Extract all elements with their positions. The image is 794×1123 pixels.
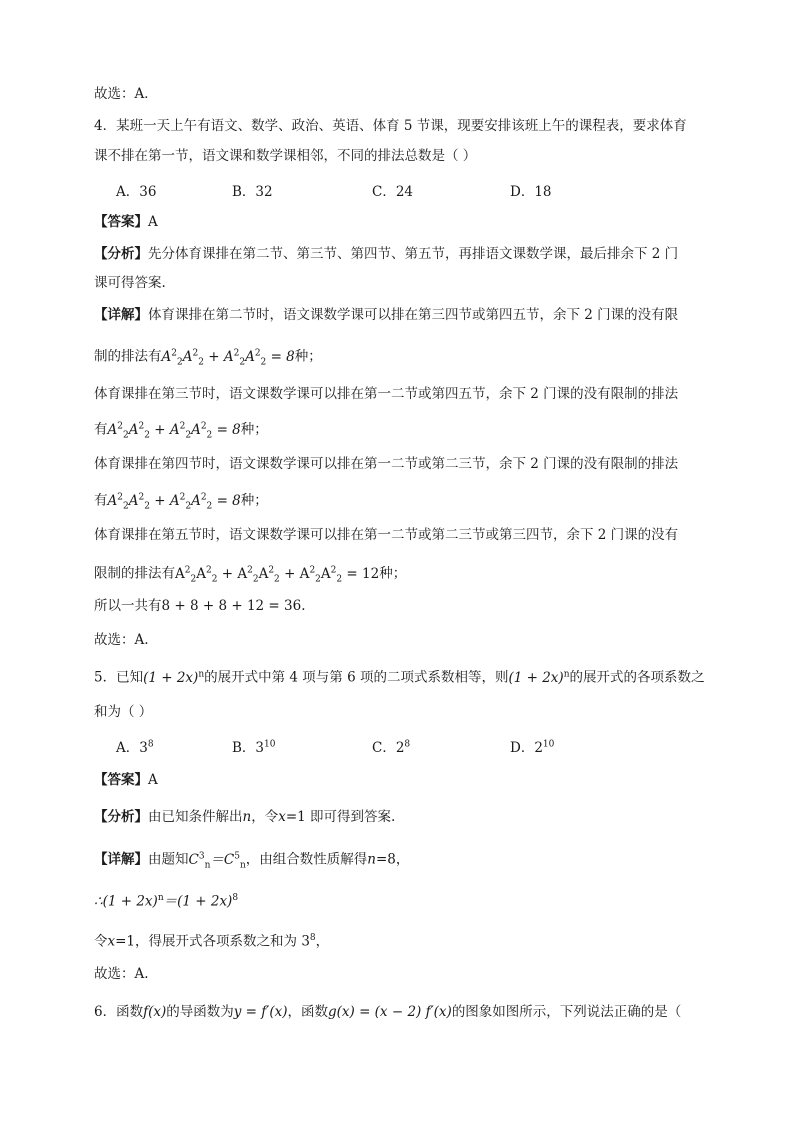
sum-formula: 8 + 8 + 8 + 12 = 36: [161, 598, 302, 614]
var-x: x: [278, 809, 286, 825]
option-exp: 10: [542, 739, 555, 750]
text-run: ，: [315, 933, 330, 950]
formula-part: ∴(1 + 2x): [94, 893, 158, 910]
option-text: B．3: [232, 740, 265, 756]
answer-value: A: [148, 214, 158, 230]
formula: f(x): [143, 1004, 167, 1020]
detail-tag: 【详解】: [94, 307, 148, 323]
q4-detail-formula-2: [94, 416, 268, 445]
text-run: ，函数: [287, 1004, 328, 1020]
text-run: 种；: [379, 565, 407, 582]
q4-detail-case-4: 体育课排在第四节时，语文课数学课可以排在第一二节或第二三节，余下 2 门课的没有限制的排法: [94, 456, 679, 472]
text-run: 令: [94, 933, 108, 950]
text-run: 的展开式的各项系数之: [569, 669, 705, 686]
detail-text: 体育课排在第二节时，语文课数学课可以排在第三四节或第四五节，余下 2 门课的没有限: [148, 307, 679, 323]
q4-option-b: B．32: [232, 184, 273, 200]
q4-analysis-cont: 课可得答案.: [94, 275, 166, 291]
option-exp: 8: [147, 739, 154, 750]
q5-answer: [94, 770, 158, 790]
q4-option-c: C．24: [372, 184, 414, 200]
text-run: 的导函数为: [166, 1004, 234, 1020]
formula: y = f′(x): [233, 1004, 288, 1020]
text-run: 的图象如图所示，下列说法正确的是（: [451, 1004, 682, 1020]
text-run: 所以一共有: [94, 598, 162, 614]
question-4-stem-cont: 课不排在第一节，语文课和数学课相邻，不同的排法总数是（ ）: [94, 148, 477, 164]
text-run: =8，: [375, 851, 410, 868]
text-run: 种；: [240, 421, 268, 438]
question-6-stem: [94, 1002, 681, 1022]
question-4-stem: 4．某班一天上午有语文、数学、政治、英语、体育 5 节课，现要安排该班上午的课程表，要求体育: [94, 118, 687, 134]
option-text: D．2: [510, 740, 543, 756]
text-run: 由题知: [148, 851, 189, 868]
analysis-tag: 【分析】: [94, 809, 148, 825]
option-exp: 10: [264, 739, 276, 750]
q4-option-a: A．36: [116, 184, 157, 200]
answer-tag: 【答案】: [94, 214, 148, 230]
q5-detail-formula: ∴(1 + $2x)^n=(1 + 2x)^8$: [94, 893, 239, 910]
q4-detail: [94, 305, 678, 325]
var-n: n: [242, 809, 252, 825]
q5-detail: [94, 846, 409, 875]
text-run: 5．已知: [94, 669, 144, 686]
formula: $A^2_2A^2_2 + A^2_2A^2_2 + A^2_2A^2_2 = 12$: [175, 565, 380, 585]
analysis-tag: 【分析】: [94, 246, 148, 262]
text-run: 有: [94, 421, 108, 438]
formula: $(1 + 2x)^n$: [508, 669, 570, 686]
text-run: ，由组合数性质解得: [245, 851, 368, 868]
answer-value: A: [148, 772, 158, 788]
text-run: 种；: [240, 492, 268, 509]
formula: $(1 + 2x)^n$: [143, 669, 205, 686]
text-run: 6．函数: [94, 1004, 144, 1020]
analysis-text: 先分体育课排在第二节、第三节、第四节、第五节，再排语文课数学课，最后排余下 2 门: [148, 246, 679, 262]
text-run: 有: [94, 492, 108, 509]
q4-detail-formula-1: [94, 343, 322, 372]
option-text: C．2: [372, 740, 405, 756]
q4-option-d: D．18: [510, 184, 552, 200]
text-run: =1 即可得到答案.: [285, 809, 396, 825]
text-run: .: [301, 598, 306, 614]
text-run: 限制的排法有: [94, 565, 175, 582]
text-run: 由已知条件解出: [148, 809, 243, 825]
text-run: 的展开式中第 4 项与第 6 项的二项式系数相等，则: [204, 669, 509, 686]
question-5-stem-cont: 和为（ ）: [94, 704, 153, 720]
formula-part: ＝(1 + 2x): [163, 893, 233, 910]
answer-tag: 【答案】: [94, 772, 148, 788]
formula: $C^3_n=C^5_n$: [188, 851, 246, 871]
text-run: 种；: [294, 348, 322, 365]
q5-option-b: [232, 736, 275, 756]
formula: $A^2_2A^2_2 + A^2_2A^2_2 = 8$: [107, 492, 241, 512]
text-run: =1，得展开式各项系数之和为 3: [115, 933, 310, 950]
text-line: 故选：A．: [94, 86, 158, 102]
q5-end: 故选：A.: [94, 966, 149, 982]
q5-option-c: [372, 736, 410, 756]
q4-detail-case-3: 体育课排在第三节时，语文课数学课可以排在第一二节或第四五节，余下 2 门课的没有限制的排法: [94, 386, 679, 402]
q5-option-a: [116, 736, 154, 756]
q4-detail-formula-3: [94, 487, 268, 516]
formula: $A^2_2A^2_2 + A^2_2A^2_2 = 8$: [107, 421, 241, 441]
detail-tag: 【详解】: [94, 851, 148, 868]
question-5-stem: [94, 664, 705, 688]
q4-detail-sum: [94, 596, 306, 616]
q5-detail-result: 令x=1，得展开式各项系数之和为 $3^8$，: [94, 933, 330, 950]
option-text: A．3: [116, 740, 148, 756]
q4-detail-formula-4: [94, 560, 406, 589]
q5-option-d: [510, 736, 554, 756]
text-run: ，令: [251, 809, 279, 825]
q4-detail-case-5: 体育课排在第五节时，语文课数学课可以排在第一二节或第二三节或第三四节，余下 2 门课的没有: [94, 527, 679, 543]
formula: g(x) = (x − 2) f′(x): [327, 1004, 452, 1020]
q4-answer: [94, 212, 158, 232]
q4-end: 故选：A.: [94, 632, 149, 648]
q4-analysis: [94, 244, 678, 264]
formula: $A^2_2A^2_2 + A^2_2A^2_2 = 8$: [161, 348, 295, 368]
text-run: 制的排法有: [94, 348, 162, 365]
q5-analysis: [94, 807, 395, 827]
var-x: x: [107, 933, 116, 950]
option-exp: 8: [404, 739, 411, 750]
var-n: n: [367, 851, 376, 868]
